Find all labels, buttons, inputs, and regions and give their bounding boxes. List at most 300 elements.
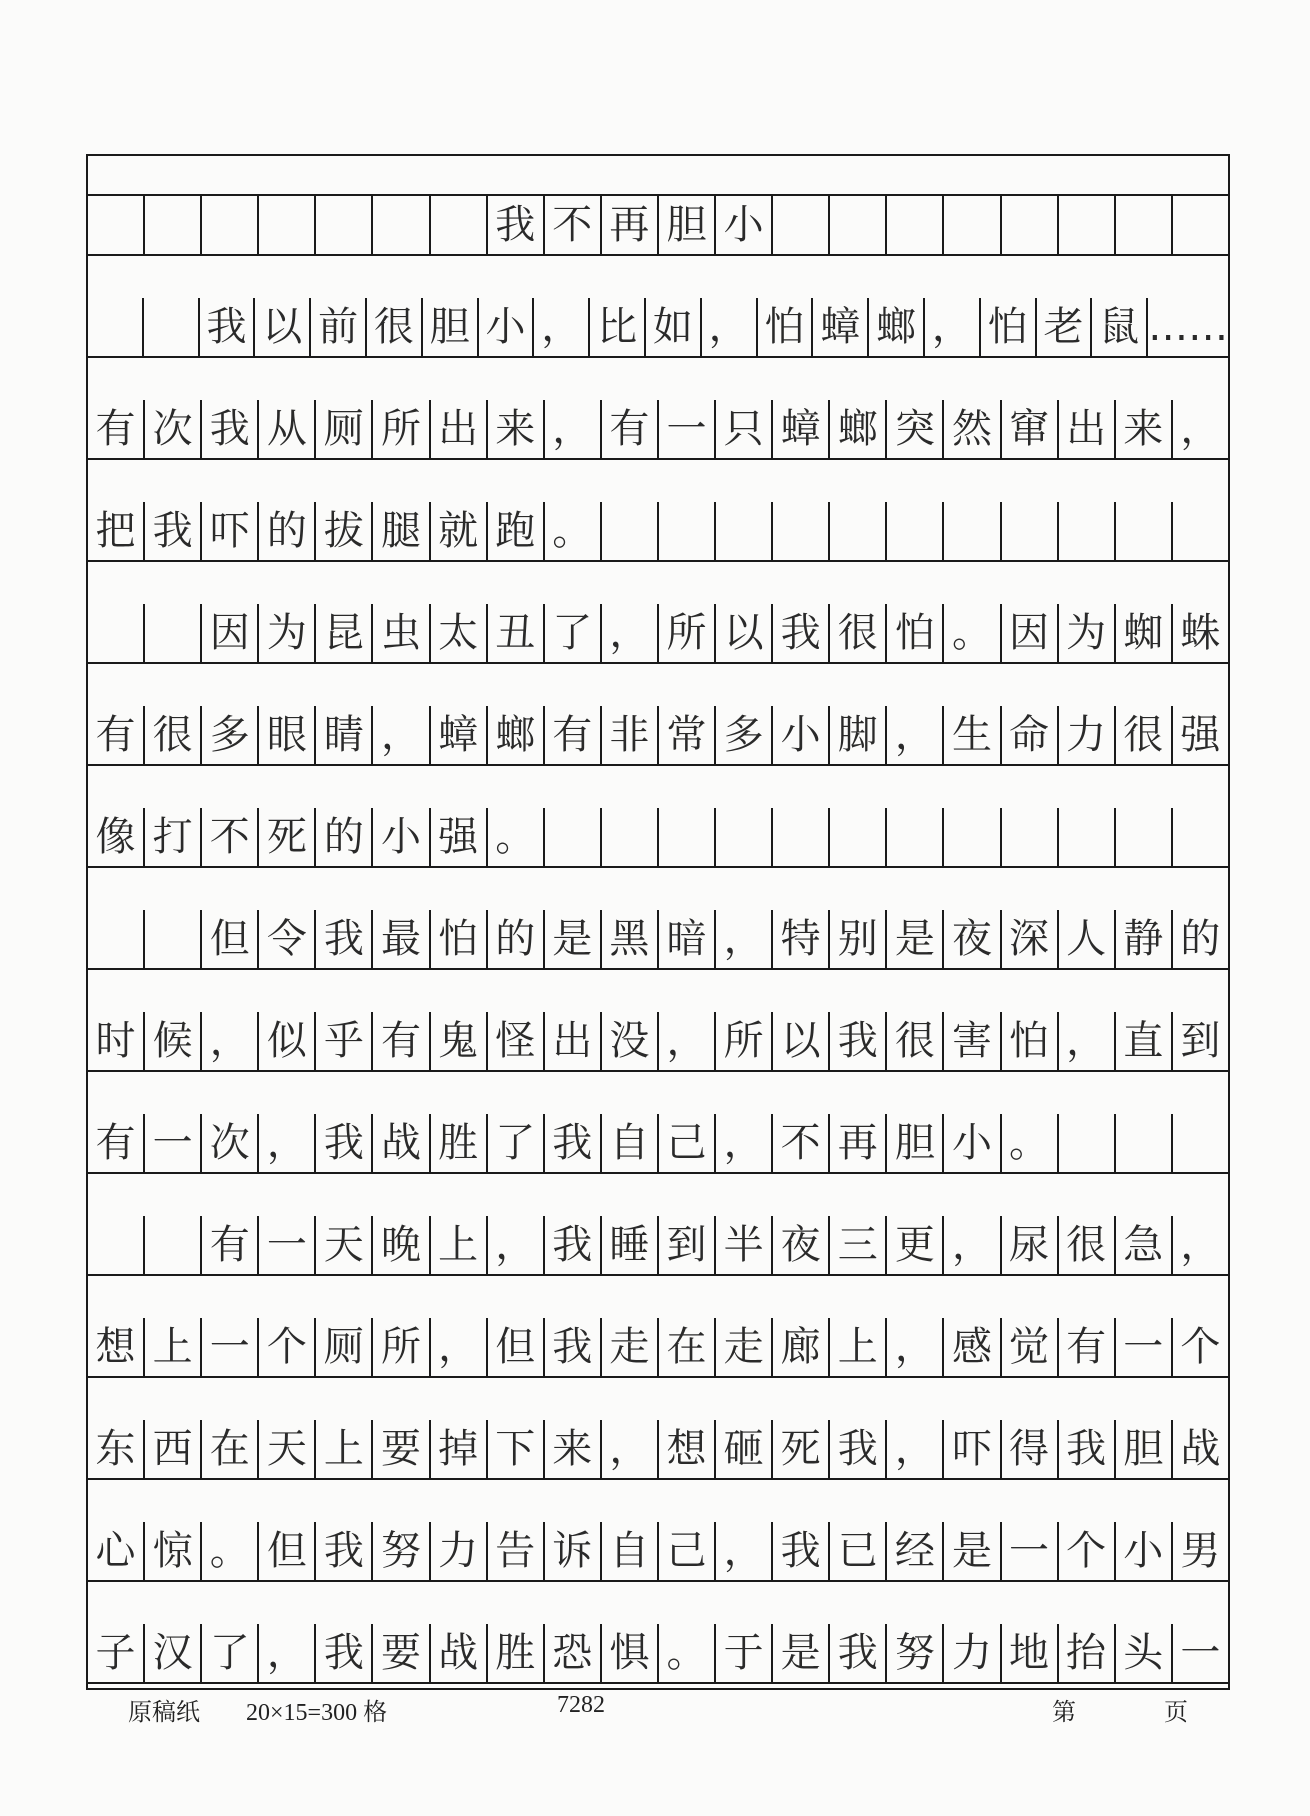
grid-cell: 了 — [488, 1114, 545, 1172]
grid-cell: ， — [431, 1318, 488, 1376]
grid-cell: 乎 — [316, 1012, 373, 1070]
grid-cell: 在 — [659, 1318, 716, 1376]
grid-cell: 力 — [944, 1624, 1001, 1682]
grid-cell — [602, 808, 659, 866]
grid-cell: 多 — [716, 706, 773, 764]
grid-cell: 我 — [316, 1522, 373, 1580]
grid-cell — [144, 298, 200, 356]
grid-row — [88, 502, 1228, 560]
grid-cell: 直 — [1116, 1012, 1173, 1070]
grid-cell: 有 — [88, 1114, 145, 1172]
grid-cell: 厕 — [316, 1318, 373, 1376]
grid-cell — [1116, 502, 1173, 560]
grid-cell: 很 — [1116, 706, 1173, 764]
grid-cell: 了 — [545, 604, 602, 662]
grid-cell: 跑 — [488, 502, 545, 560]
grid-cell: 为 — [1059, 604, 1116, 662]
grid-cell: 来 — [1116, 400, 1173, 458]
grid-cell: 小 — [773, 706, 830, 764]
grid-cell: 再 — [602, 196, 659, 254]
page-suffix: 页 — [1164, 1700, 1188, 1726]
grid-cell: 到 — [1180, 1018, 1221, 1064]
grid-cell: 走 — [602, 1318, 659, 1376]
grid-cell: 但 — [202, 910, 259, 968]
grid-cell: 前 — [311, 298, 367, 356]
grid-cell: 东 — [88, 1420, 145, 1478]
grid-cell: 胆 — [1116, 1420, 1173, 1478]
grid-cell: 自 — [602, 1522, 659, 1580]
grid-cell: 。 — [1002, 1114, 1059, 1172]
grid-cell: 我 — [1059, 1420, 1116, 1478]
grid-cell: 战 — [431, 1624, 488, 1682]
grid-cell: 个 — [259, 1318, 316, 1376]
grid-row — [88, 1522, 1228, 1580]
grid-cell: 很 — [830, 604, 887, 662]
grid-spec: 20×15=300 格 — [246, 1700, 388, 1726]
grid-cell: 强 — [431, 808, 488, 866]
grid-cell — [202, 196, 259, 254]
grid-cell: 以 — [255, 298, 311, 356]
grid-cell — [1059, 196, 1116, 254]
grid-cell: 虫 — [373, 604, 430, 662]
grid-cell: 要 — [373, 1624, 430, 1682]
grid-cell: 我 — [545, 1216, 602, 1274]
grid-cell: 有 — [88, 706, 145, 764]
grid-cell: 夜 — [773, 1216, 830, 1274]
grid-cell — [716, 808, 773, 866]
grid-cell: 生 — [944, 706, 1001, 764]
grid-cell: ， — [887, 1420, 944, 1478]
grid-cell: 静 — [1116, 910, 1173, 968]
grid-cell — [773, 196, 830, 254]
grid-cell: 所 — [373, 1318, 430, 1376]
grid-cell: 突 — [887, 400, 944, 458]
grid-row — [88, 196, 1228, 254]
grid-cell: 在 — [202, 1420, 259, 1478]
grid-cell: 我 — [773, 604, 830, 662]
grid-row — [88, 1624, 1228, 1682]
grid-row — [88, 604, 1228, 662]
grid-cell: 到 — [659, 1216, 716, 1274]
grid-cell: 次 — [202, 1114, 259, 1172]
grid-cell: 的 — [316, 808, 373, 866]
grid-cell: ， — [1180, 406, 1221, 452]
grid-cell: 怕 — [1002, 1012, 1059, 1070]
grid-cell: 打 — [145, 808, 202, 866]
grid-cell: 上 — [830, 1318, 887, 1376]
grid-cell: 一 — [259, 1216, 316, 1274]
grid-cell: 以 — [716, 604, 773, 662]
grid-cell: 螂 — [869, 298, 925, 356]
grid-row — [88, 1420, 1228, 1478]
grid-row — [88, 1216, 1228, 1274]
grid-cell: 所 — [659, 604, 716, 662]
grid-cell: 眼 — [259, 706, 316, 764]
grid-cell: 别 — [830, 910, 887, 968]
grid-cell: 小 — [373, 808, 430, 866]
grid-cell: 我 — [545, 1114, 602, 1172]
grid-cell: 拔 — [316, 502, 373, 560]
grid-cell: ， — [534, 298, 590, 356]
paper-code: 7282 — [557, 1692, 605, 1718]
grid-cell: ， — [716, 910, 773, 968]
grid-cell: 小 — [479, 298, 535, 356]
grid-cell: 。 — [202, 1522, 259, 1580]
grid-cell: 有 — [602, 400, 659, 458]
grid-cell: 蟑 — [813, 298, 869, 356]
grid-cell — [830, 196, 887, 254]
grid-cell: 夜 — [944, 910, 1001, 968]
grid-cell: 己 — [659, 1114, 716, 1172]
grid-cell: 更 — [887, 1216, 944, 1274]
grid-cell: 我 — [202, 400, 259, 458]
grid-cell: 出 — [431, 400, 488, 458]
grid-cell — [1002, 808, 1059, 866]
grid-cell: 暗 — [659, 910, 716, 968]
grid-cell — [602, 502, 659, 560]
grid-cell: 男 — [1180, 1528, 1221, 1574]
grid-cell: 的 — [1180, 916, 1221, 962]
grid-cell — [887, 502, 944, 560]
grid-cell — [659, 502, 716, 560]
grid-cell: 我 — [773, 1522, 830, 1580]
grid-cell: 汉 — [145, 1624, 202, 1682]
grid-cell: …… — [1148, 304, 1229, 350]
grid-cell: 惊 — [145, 1522, 202, 1580]
grid-cell: 已 — [830, 1522, 887, 1580]
grid-cell: 我 — [830, 1624, 887, 1682]
grid-cell — [1002, 196, 1059, 254]
grid-cell — [145, 604, 202, 662]
grid-cell: 很 — [145, 706, 202, 764]
grid-cell: 强 — [1180, 712, 1221, 758]
grid-cell: 尿 — [1002, 1216, 1059, 1274]
grid-cell: 胆 — [423, 298, 479, 356]
grid-cell: 时 — [88, 1012, 145, 1070]
grid-cell: 经 — [887, 1522, 944, 1580]
grid-cell — [944, 808, 1001, 866]
grid-cell: 怪 — [488, 1012, 545, 1070]
grid-cell — [145, 1216, 202, 1274]
grid-cell: ， — [702, 298, 758, 356]
grid-cell: 怕 — [887, 604, 944, 662]
grid-cell: 只 — [716, 400, 773, 458]
grid-cell: 惧 — [602, 1624, 659, 1682]
grid-cell — [259, 196, 316, 254]
grid-cell: 力 — [431, 1522, 488, 1580]
grid-cell: 走 — [716, 1318, 773, 1376]
grid-cell: 急 — [1116, 1216, 1173, 1274]
grid-cell: 想 — [88, 1318, 145, 1376]
grid-cell: 蜘 — [1116, 604, 1173, 662]
grid-cell: ， — [659, 1012, 716, 1070]
grid-cell: 告 — [488, 1522, 545, 1580]
grid-cell: 有 — [88, 400, 145, 458]
grid-cell: 是 — [545, 910, 602, 968]
grid-cell: 怕 — [981, 298, 1037, 356]
grid-cell — [88, 298, 144, 356]
grid-cell: 的 — [488, 910, 545, 968]
grid-cell: 有 — [1059, 1318, 1116, 1376]
grid-cell: 我 — [316, 910, 373, 968]
grid-cell: 想 — [659, 1420, 716, 1478]
grid-cell: 睛 — [316, 706, 373, 764]
grid-cell — [1116, 196, 1173, 254]
grid-cell: 是 — [773, 1624, 830, 1682]
grid-cell: 像 — [88, 808, 145, 866]
grid-cell: 胆 — [887, 1114, 944, 1172]
grid-cell: 来 — [488, 400, 545, 458]
grid-cell: 头 — [1116, 1624, 1173, 1682]
grid-cell: 力 — [1059, 706, 1116, 764]
grid-row — [88, 298, 1228, 356]
grid-cell: 是 — [887, 910, 944, 968]
grid-cell: 于 — [716, 1624, 773, 1682]
grid-cell: 我 — [830, 1012, 887, 1070]
page-prefix: 第 — [1052, 1700, 1076, 1726]
grid-cell: 诉 — [545, 1522, 602, 1580]
grid-cell — [1173, 502, 1228, 560]
grid-cell: 个 — [1059, 1522, 1116, 1580]
grid-cell: 一 — [145, 1114, 202, 1172]
grid-cell: 我 — [316, 1114, 373, 1172]
grid-cell: 上 — [431, 1216, 488, 1274]
grid-cell: 一 — [1116, 1318, 1173, 1376]
grid-cell: 蛛 — [1180, 610, 1221, 656]
grid-cell: 战 — [373, 1114, 430, 1172]
grid-cell: 掉 — [431, 1420, 488, 1478]
grid-cell: 胜 — [488, 1624, 545, 1682]
grid-cell — [887, 808, 944, 866]
grid-cell: 半 — [716, 1216, 773, 1274]
grid-cell: 丑 — [488, 604, 545, 662]
grid-cell: 胜 — [431, 1114, 488, 1172]
grid-cell: 心 — [88, 1522, 145, 1580]
grid-cell — [659, 808, 716, 866]
grid-cell: 以 — [773, 1012, 830, 1070]
grid-cell: 小 — [716, 196, 773, 254]
grid-cell: 窜 — [1002, 400, 1059, 458]
grid-cell: 感 — [944, 1318, 1001, 1376]
grid-cell: 天 — [316, 1216, 373, 1274]
grid-cell: 小 — [1116, 1522, 1173, 1580]
grid-cell: 觉 — [1002, 1318, 1059, 1376]
grid-cell: 厕 — [316, 400, 373, 458]
grid-cell: 非 — [602, 706, 659, 764]
grid-cell: 睡 — [602, 1216, 659, 1274]
grid-cell: ， — [716, 1114, 773, 1172]
grid-cell: 没 — [602, 1012, 659, 1070]
grid-row — [88, 910, 1228, 968]
grid-cell: 有 — [545, 706, 602, 764]
grid-cell: 出 — [1059, 400, 1116, 458]
grid-cell: 自 — [602, 1114, 659, 1172]
grid-cell: 西 — [145, 1420, 202, 1478]
grid-cell: 昆 — [316, 604, 373, 662]
grid-cell: 我 — [545, 1318, 602, 1376]
grid-cell: 死 — [259, 808, 316, 866]
grid-cell: 再 — [830, 1114, 887, 1172]
grid-cell: 一 — [659, 400, 716, 458]
grid-cell: 。 — [545, 502, 602, 560]
grid-row — [88, 1012, 1228, 1070]
grid-cell: 因 — [202, 604, 259, 662]
grid-cell — [1173, 1114, 1228, 1172]
grid-cell — [887, 196, 944, 254]
grid-cell: 令 — [259, 910, 316, 968]
grid-cell: ， — [1180, 1222, 1221, 1268]
grid-cell — [944, 502, 1001, 560]
grid-cell: 怕 — [758, 298, 814, 356]
grid-cell: 黑 — [602, 910, 659, 968]
grid-cell — [1173, 808, 1228, 866]
grid-cell: 怕 — [431, 910, 488, 968]
grid-cell: 我 — [200, 298, 256, 356]
grid-cell: 所 — [716, 1012, 773, 1070]
grid-cell — [316, 196, 373, 254]
grid-row — [88, 1318, 1228, 1376]
grid-cell: 我 — [488, 196, 545, 254]
grid-cell: ， — [1059, 1012, 1116, 1070]
grid-cell — [88, 604, 145, 662]
grid-cell: ， — [259, 1114, 316, 1172]
grid-cell: 。 — [488, 808, 545, 866]
grid-cell: 就 — [431, 502, 488, 560]
grid-cell — [830, 502, 887, 560]
grid-cell — [1059, 1114, 1116, 1172]
grid-cell: 但 — [488, 1318, 545, 1376]
grid-cell: 廊 — [773, 1318, 830, 1376]
grid-cell — [1116, 808, 1173, 866]
grid-cell: 如 — [646, 298, 702, 356]
grid-cell: 出 — [545, 1012, 602, 1070]
grid-cell: 上 — [145, 1318, 202, 1376]
grid-cell — [88, 1216, 145, 1274]
grid-cell: 地 — [1002, 1624, 1059, 1682]
grid-cell: 螂 — [488, 706, 545, 764]
grid-row — [88, 808, 1228, 866]
grid-cell: 小 — [944, 1114, 1001, 1172]
grid-cell: 三 — [830, 1216, 887, 1274]
grid-cell: ， — [887, 1318, 944, 1376]
grid-cell: 老 — [1037, 298, 1093, 356]
grid-cell — [88, 196, 145, 254]
grid-cell: 一 — [1180, 1630, 1221, 1676]
grid-cell: 吓 — [202, 502, 259, 560]
grid-cell: 蟑 — [431, 706, 488, 764]
grid-cell: 下 — [488, 1420, 545, 1478]
grid-row — [88, 1114, 1228, 1172]
grid-cell: ， — [925, 298, 981, 356]
grid-cell: 我 — [316, 1624, 373, 1682]
grid-cell: 很 — [367, 298, 423, 356]
grid-cell: 死 — [773, 1420, 830, 1478]
grid-cell: 最 — [373, 910, 430, 968]
grid-cell: 的 — [259, 502, 316, 560]
grid-cell — [431, 196, 488, 254]
grid-cell: 要 — [373, 1420, 430, 1478]
grid-cell: 吓 — [944, 1420, 1001, 1478]
grid-cell: 太 — [431, 604, 488, 662]
grid-cell: 鼠 — [1092, 298, 1148, 356]
grid-cell: 努 — [887, 1624, 944, 1682]
grid-cell: 从 — [259, 400, 316, 458]
grid-cell: 有 — [202, 1216, 259, 1274]
paper-label: 原稿纸 — [128, 1700, 200, 1726]
grid-cell: 然 — [944, 400, 1001, 458]
grid-cell: 把 — [88, 502, 145, 560]
grid-cell: 鬼 — [431, 1012, 488, 1070]
grid-cell: 常 — [659, 706, 716, 764]
grid-cell: 人 — [1059, 910, 1116, 968]
grid-cell: 我 — [145, 502, 202, 560]
grid-cell: 螂 — [830, 400, 887, 458]
grid-cell: 是 — [944, 1522, 1001, 1580]
grid-cell: 来 — [545, 1420, 602, 1478]
grid-cell — [88, 910, 145, 968]
grid-cell: 不 — [773, 1114, 830, 1172]
grid-cell — [145, 196, 202, 254]
manuscript-grid — [86, 154, 1230, 1690]
grid-cell — [1116, 1114, 1173, 1172]
grid-cell: 有 — [373, 1012, 430, 1070]
grid-cell: ， — [545, 400, 602, 458]
grid-cell: 胆 — [659, 196, 716, 254]
grid-cell: 战 — [1180, 1426, 1221, 1472]
grid-cell: 多 — [202, 706, 259, 764]
grid-cell: 一 — [202, 1318, 259, 1376]
grid-cell: 恐 — [545, 1624, 602, 1682]
grid-cell: 为 — [259, 604, 316, 662]
grid-cell: ， — [716, 1522, 773, 1580]
grid-cell: ， — [602, 604, 659, 662]
grid-cell — [716, 502, 773, 560]
grid-cell: 不 — [545, 196, 602, 254]
grid-cell — [830, 808, 887, 866]
grid-cell: 子 — [88, 1624, 145, 1682]
grid-cell: ， — [944, 1216, 1001, 1274]
grid-cell: 候 — [145, 1012, 202, 1070]
grid-cell: 特 — [773, 910, 830, 968]
grid-cell: 所 — [373, 400, 430, 458]
grid-cell — [1059, 502, 1116, 560]
grid-cell: 晚 — [373, 1216, 430, 1274]
grid-cell: 。 — [659, 1624, 716, 1682]
grid-cell — [944, 196, 1001, 254]
grid-cell — [145, 910, 202, 968]
grid-cell: 了 — [202, 1624, 259, 1682]
grid-cell: 腿 — [373, 502, 430, 560]
grid-cell: 上 — [316, 1420, 373, 1478]
grid-cell: 次 — [145, 400, 202, 458]
grid-cell — [545, 808, 602, 866]
grid-cell: 深 — [1002, 910, 1059, 968]
grid-cell: 。 — [944, 604, 1001, 662]
grid-cell — [1059, 808, 1116, 866]
grid-cell: 己 — [659, 1522, 716, 1580]
grid-cell: ， — [259, 1624, 316, 1682]
grid-cell: 比 — [590, 298, 646, 356]
grid-cell: ， — [202, 1012, 259, 1070]
grid-cell: 我 — [830, 1420, 887, 1478]
grid-cell: 很 — [887, 1012, 944, 1070]
grid-cell: ， — [887, 706, 944, 764]
grid-cell — [1173, 196, 1228, 254]
grid-cell: 蟑 — [773, 400, 830, 458]
grid-cell: 脚 — [830, 706, 887, 764]
grid-row — [88, 706, 1228, 764]
grid-cell: 但 — [259, 1522, 316, 1580]
